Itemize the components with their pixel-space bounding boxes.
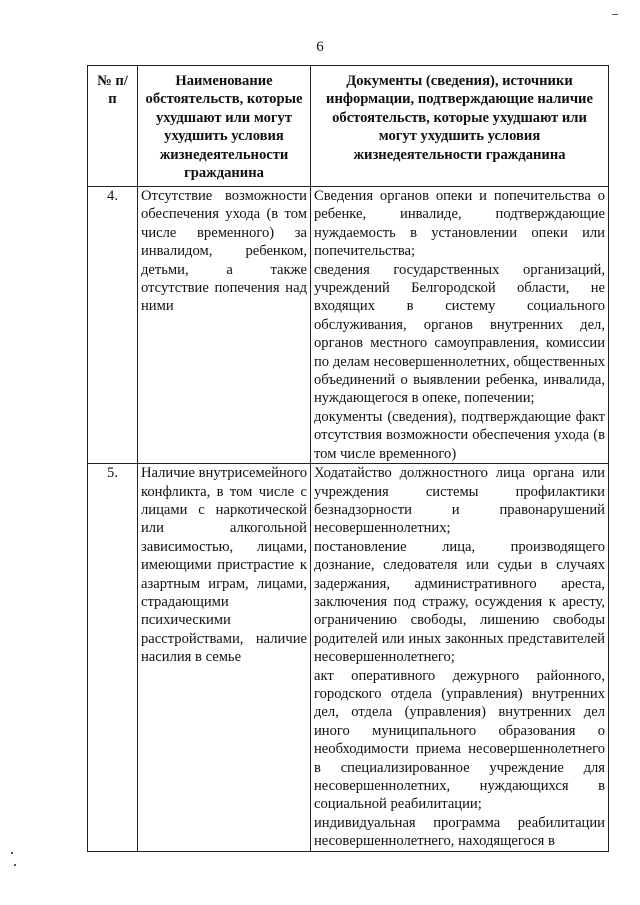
row-documents	[311, 464, 609, 852]
header-documents-text: Документы (сведения), источники информации, подтверждающие наличие обстоятельств, которые ухудшают или могут ухудшить условия жизнедеятельности гражданина	[326, 73, 593, 163]
header-number	[88, 66, 138, 187]
document-item: индивидуальная программа реабилитации несовершеннолетнего, находящегося в	[314, 814, 605, 850]
document-item: постановление лица, производящего дознание, следователя или судьи в случаях задержания, административного ареста, заключения под стражу, осуждения к аресту, ограничению свободы, лишению свободы родителей или иных законных представителей несовершеннолетнего;	[314, 538, 605, 666]
document-item: акт оперативного дежурного районного, городского отдела (управления) внутренних дел, отдела (управления) внутренних дел иного муниципального образования о необходимости приема несовершеннолетнего в специализированное учреждение для несовершеннолетних, нуждающихся в социальной реабилитации;	[314, 667, 605, 813]
row-circumstance	[138, 187, 311, 464]
row-documents	[311, 187, 609, 464]
table-row	[88, 464, 609, 852]
document-item: Ходатайство должностного лица органа или учреждения системы профилактики безнадзорности и правонарушений несовершеннолетних;	[314, 465, 605, 537]
circumstance-text: Наличие внутрисемейного конфликта, в том числе с лицами с наркотической или алкогольной зависимостью, лицами, имеющими пристрастие к азартным играм, лицами, страдающими психическими расстройствами, наличие насилия в семье	[141, 465, 307, 666]
page-number: 6	[316, 39, 324, 55]
document-item: сведения государственных организаций, учреждений Белгородской области, не входящих в систему социального обслуживания, органов внутренних дел, органов местного самоуправления, комиссии по делам несовершеннолетних, общественных объединений о выявлении ребенка, инвалида, нуждающегося в опеке, попечении;	[314, 261, 605, 407]
header-documents	[311, 66, 609, 187]
row-circumstance	[138, 464, 311, 852]
scan-speck	[14, 864, 16, 866]
table-header-row	[88, 66, 609, 187]
header-number-text: № п/п	[97, 73, 128, 108]
header-circumstance	[138, 66, 311, 187]
document-item: Сведения органов опеки и попечительства о ребенке, инвалиде, подтверждающие нуждаемость в установлении опеки или попечительства;	[314, 188, 605, 260]
documents-table	[87, 65, 609, 852]
circumstance-text: Отсутствие возможности обеспечения ухода (в том числе временного) за инвалидом, ребенком, детьми, а также отсутствие попечения над ними	[141, 188, 307, 315]
row-number: 5.	[88, 464, 138, 852]
header-circumstance-text: Наименование обстоятельств, которые ухудшают или могут ухудшить условия жизнедеятельности гражданина	[145, 73, 303, 182]
table-row	[88, 187, 609, 464]
scan-speck	[612, 14, 618, 15]
row-number: 4.	[88, 187, 138, 464]
document-item: документы (сведения), подтверждающие факт отсутствия возможности обеспечения ухода (в том числе временного)	[314, 408, 605, 462]
scan-speck	[11, 852, 13, 854]
